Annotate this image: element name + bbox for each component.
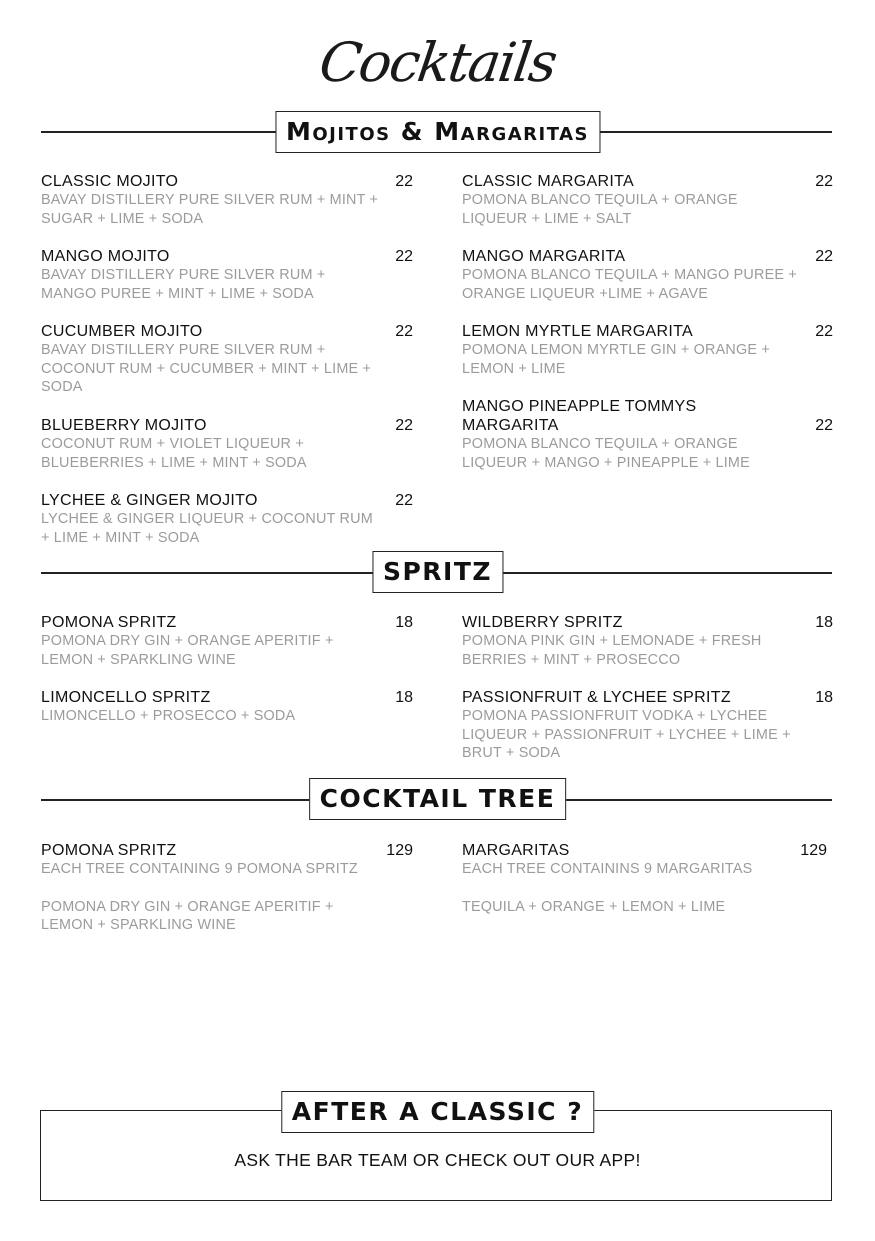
section-heading-mojitos-margaritas: Mojitos & Margaritas xyxy=(275,111,600,153)
menu-item xyxy=(462,613,833,669)
item-description: TEQUILA + ORANGE + LEMON + LIME xyxy=(462,898,726,915)
menu-item xyxy=(462,172,833,228)
item-description: POMONA PASSIONFRUIT VODKA + LYCHEE LIQUEUR + PASSIONFRUIT + LYCHEE + LIME + BRUT + SODA xyxy=(462,708,791,761)
menu-item xyxy=(41,491,413,547)
item-description: POMONA DRY GIN + ORANGE APERITIF + LEMON + SPARKLING WINE xyxy=(41,898,334,933)
item-description: POMONA DRY GIN + ORANGE APERITIF + LEMON + SPARKLING WINE xyxy=(41,633,334,668)
item-name: CUCUMBER MOJITO xyxy=(41,323,203,340)
item-description: POMONA BLANCO TEQUILA + MANGO PUREE + ORANGE LIQUEUR +LIME + AGAVE xyxy=(462,267,798,302)
page-title: Cocktails xyxy=(315,31,560,94)
item-price: 22 xyxy=(815,248,833,265)
item-name: CLASSIC MOJITO xyxy=(41,173,179,190)
menu-item xyxy=(462,322,833,378)
item-name: POMONA SPRITZ xyxy=(41,842,177,859)
section-heading-cocktail-tree: COCKTAIL TREE xyxy=(309,778,567,820)
item-price: 22 xyxy=(395,492,413,509)
menu-item xyxy=(41,247,413,303)
item-description: BAVAY DISTILLERY PURE SILVER RUM + MINT + SUGAR + LIME + SODA xyxy=(41,192,379,227)
item-price: 22 xyxy=(395,417,413,434)
item-price: 129 xyxy=(800,842,827,859)
menu-item xyxy=(41,841,413,935)
item-name: LYCHEE & GINGER MOJITO xyxy=(41,492,258,509)
menu-item xyxy=(462,688,833,763)
footer-heading: AFTER A CLASSIC ? xyxy=(281,1091,594,1133)
footer-text: ASK THE BAR TEAM OR CHECK OUT OUR APP! xyxy=(234,1150,641,1170)
section-heading-spritz: SPRITZ xyxy=(372,551,503,593)
item-description: POMONA LEMON MYRTLE GIN + ORANGE + LEMON + LIME xyxy=(462,342,771,377)
item-name: MANGO MOJITO xyxy=(41,248,170,265)
item-name: LIMONCELLO SPRITZ xyxy=(41,689,211,706)
item-note: EACH TREE CONTAININS 9 MARGARITAS xyxy=(462,861,753,877)
item-price: 22 xyxy=(395,173,413,190)
menu-item xyxy=(462,397,833,472)
item-price: 22 xyxy=(395,323,413,340)
item-price: 129 xyxy=(386,842,413,859)
menu-item xyxy=(462,841,833,916)
item-description: BAVAY DISTILLERY PURE SILVER RUM + COCONUT RUM + CUCUMBER + MINT + LIME + SODA xyxy=(41,342,372,395)
menu-item xyxy=(41,172,413,228)
item-name: MARGARITAS xyxy=(462,842,570,859)
menu-item xyxy=(41,688,413,726)
item-name: MANGO PINEAPPLE TOMMYS MARGARITA xyxy=(462,398,697,434)
item-description: LYCHEE & GINGER LIQUEUR + COCONUT RUM + LIME + MINT + SODA xyxy=(41,511,373,546)
item-price: 18 xyxy=(815,689,833,706)
item-description: POMONA BLANCO TEQUILA + ORANGE LIQUEUR + MANGO + PINEAPPLE + LIME xyxy=(462,436,750,471)
item-price: 18 xyxy=(395,614,413,631)
item-name: BLUEBERRY MOJITO xyxy=(41,417,207,434)
item-price: 22 xyxy=(815,323,833,340)
item-name: MANGO MARGARITA xyxy=(462,248,626,265)
item-name: PASSIONFRUIT & LYCHEE SPRITZ xyxy=(462,689,731,706)
item-name: POMONA SPRITZ xyxy=(41,614,177,631)
item-description: BAVAY DISTILLERY PURE SILVER RUM + MANGO PUREE + MINT + LIME + SODA xyxy=(41,267,326,302)
menu-item xyxy=(41,416,413,472)
item-note: EACH TREE CONTAINING 9 POMONA SPRITZ xyxy=(41,861,358,877)
menu-item xyxy=(41,322,413,397)
item-description: LIMONCELLO + PROSECCO + SODA xyxy=(41,708,296,724)
item-price: 22 xyxy=(395,248,413,265)
menu-item xyxy=(41,613,413,669)
item-price: 18 xyxy=(395,689,413,706)
item-price: 18 xyxy=(815,614,833,631)
item-name: WILDBERRY SPRITZ xyxy=(462,614,623,631)
item-name: CLASSIC MARGARITA xyxy=(462,173,634,190)
item-name: LEMON MYRTLE MARGARITA xyxy=(462,323,693,340)
menu-item xyxy=(462,247,833,303)
item-price: 22 xyxy=(815,417,833,434)
item-description: COCONUT RUM + VIOLET LIQUEUR + BLUEBERRIES + LIME + MINT + SODA xyxy=(41,436,307,471)
item-price: 22 xyxy=(815,173,833,190)
item-description: POMONA PINK GIN + LEMONADE + FRESH BERRIES + MINT + PROSECCO xyxy=(462,633,762,668)
item-description: POMONA BLANCO TEQUILA + ORANGE LIQUEUR + LIME + SALT xyxy=(462,192,738,227)
